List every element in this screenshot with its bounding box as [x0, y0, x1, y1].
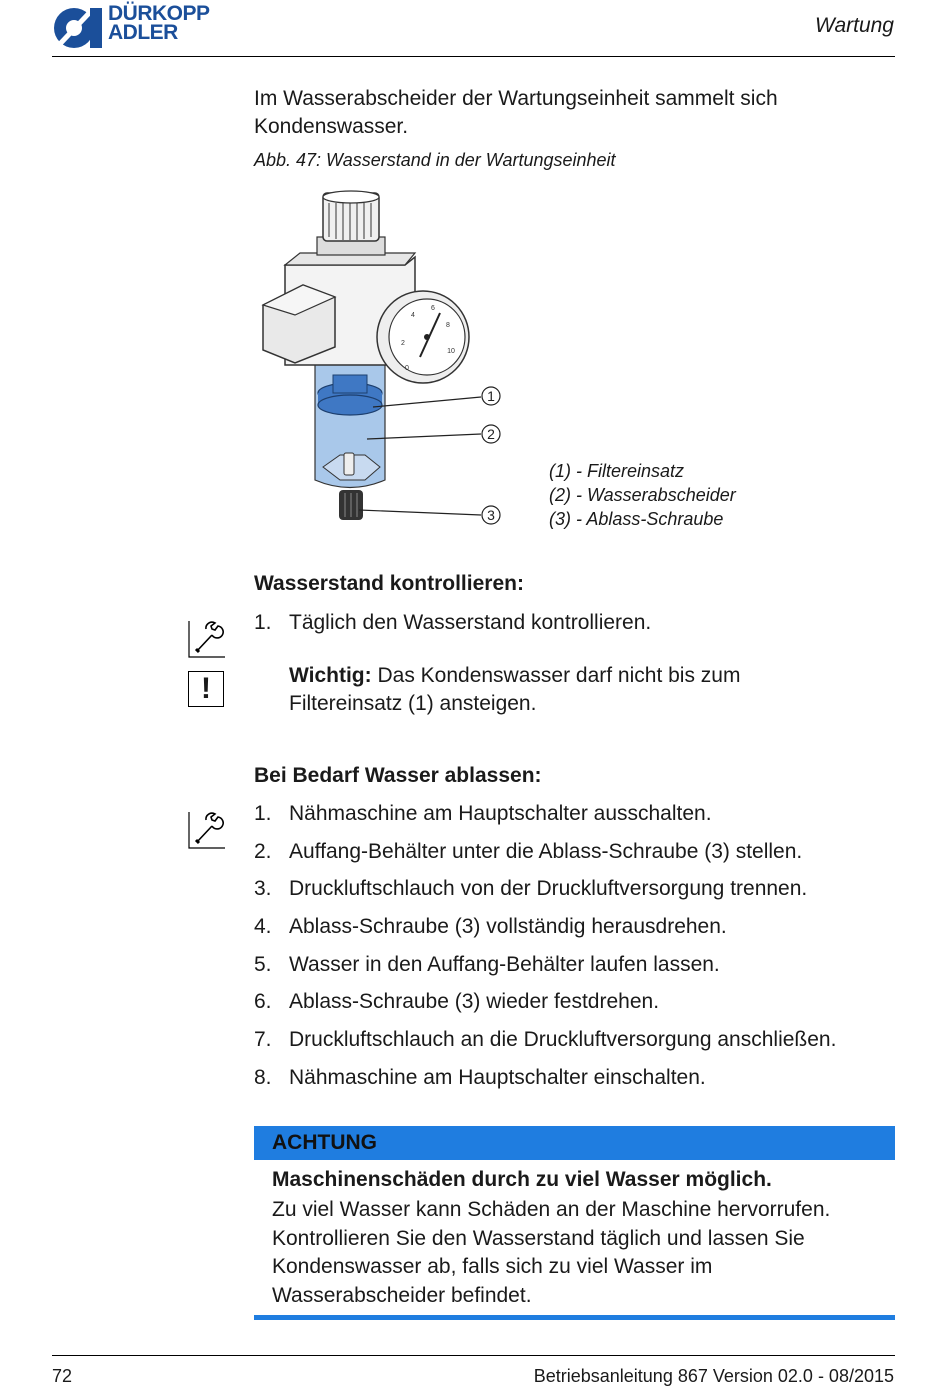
- maintenance-unit-figure: [255, 185, 555, 530]
- footer-divider: [52, 1355, 895, 1356]
- svg-text:4: 4: [411, 312, 415, 319]
- svg-text:1: 1: [487, 388, 495, 404]
- svg-text:8: 8: [446, 322, 450, 329]
- svg-text:3: 3: [487, 507, 495, 523]
- drain-heading: Bei Bedarf Wasser ablassen:: [254, 764, 542, 787]
- intro-text: Im Wasserabscheider der Wartungseinheit sammelt sich Kondenswasser.: [254, 87, 778, 138]
- warning-headline: Maschinenschäden durch zu viel Wasser möglich.: [272, 1168, 772, 1191]
- important-icon: !: [188, 671, 224, 707]
- svg-text:10: 10: [447, 348, 455, 355]
- wrench-icon: [188, 811, 226, 849]
- svg-text:2: 2: [401, 340, 405, 347]
- logo-mark-icon: [52, 6, 104, 50]
- figure-legend: [549, 459, 736, 531]
- important-note: Wichtig: Das Kondenswasser darf nicht bis zum Filtereinsatz (1) ansteigen.: [289, 664, 741, 715]
- svg-text:2: 2: [487, 426, 495, 442]
- warning-title: ACHTUNG: [272, 1131, 377, 1154]
- svg-text:0: 0: [405, 365, 409, 372]
- legend-item: (1) - Filtereinsatz: [549, 461, 685, 481]
- section-title: Wartung: [815, 14, 894, 37]
- wrench-icon: [188, 620, 226, 658]
- warning-body: Zu viel Wasser kann Schäden an der Maschine hervorrufen. Kontrollieren Sie den Wasserstand täglich und lassen Sie Kondenswasser ab, falls sich zu viel Wasser im Wasserabscheider befindet.: [272, 1198, 831, 1307]
- warning-bottom-bar: [254, 1315, 895, 1320]
- logo-text: DÜRKOPP ADLER: [108, 2, 210, 44]
- header-divider: [52, 56, 895, 57]
- legend-item: (2) - Wasserabscheider: [549, 485, 736, 505]
- figure-caption: Abb. 47: Wasserstand in der Wartungseinheit: [254, 150, 616, 170]
- check-heading: Wasserstand kontrollieren:: [254, 572, 524, 595]
- document-info: Betriebsanleitung 867 Version 02.0 - 08/2015: [533, 1366, 894, 1386]
- page-number: 72: [52, 1366, 73, 1386]
- legend-item: (3) - Ablass-Schraube: [549, 509, 724, 529]
- svg-text:6: 6: [431, 305, 435, 312]
